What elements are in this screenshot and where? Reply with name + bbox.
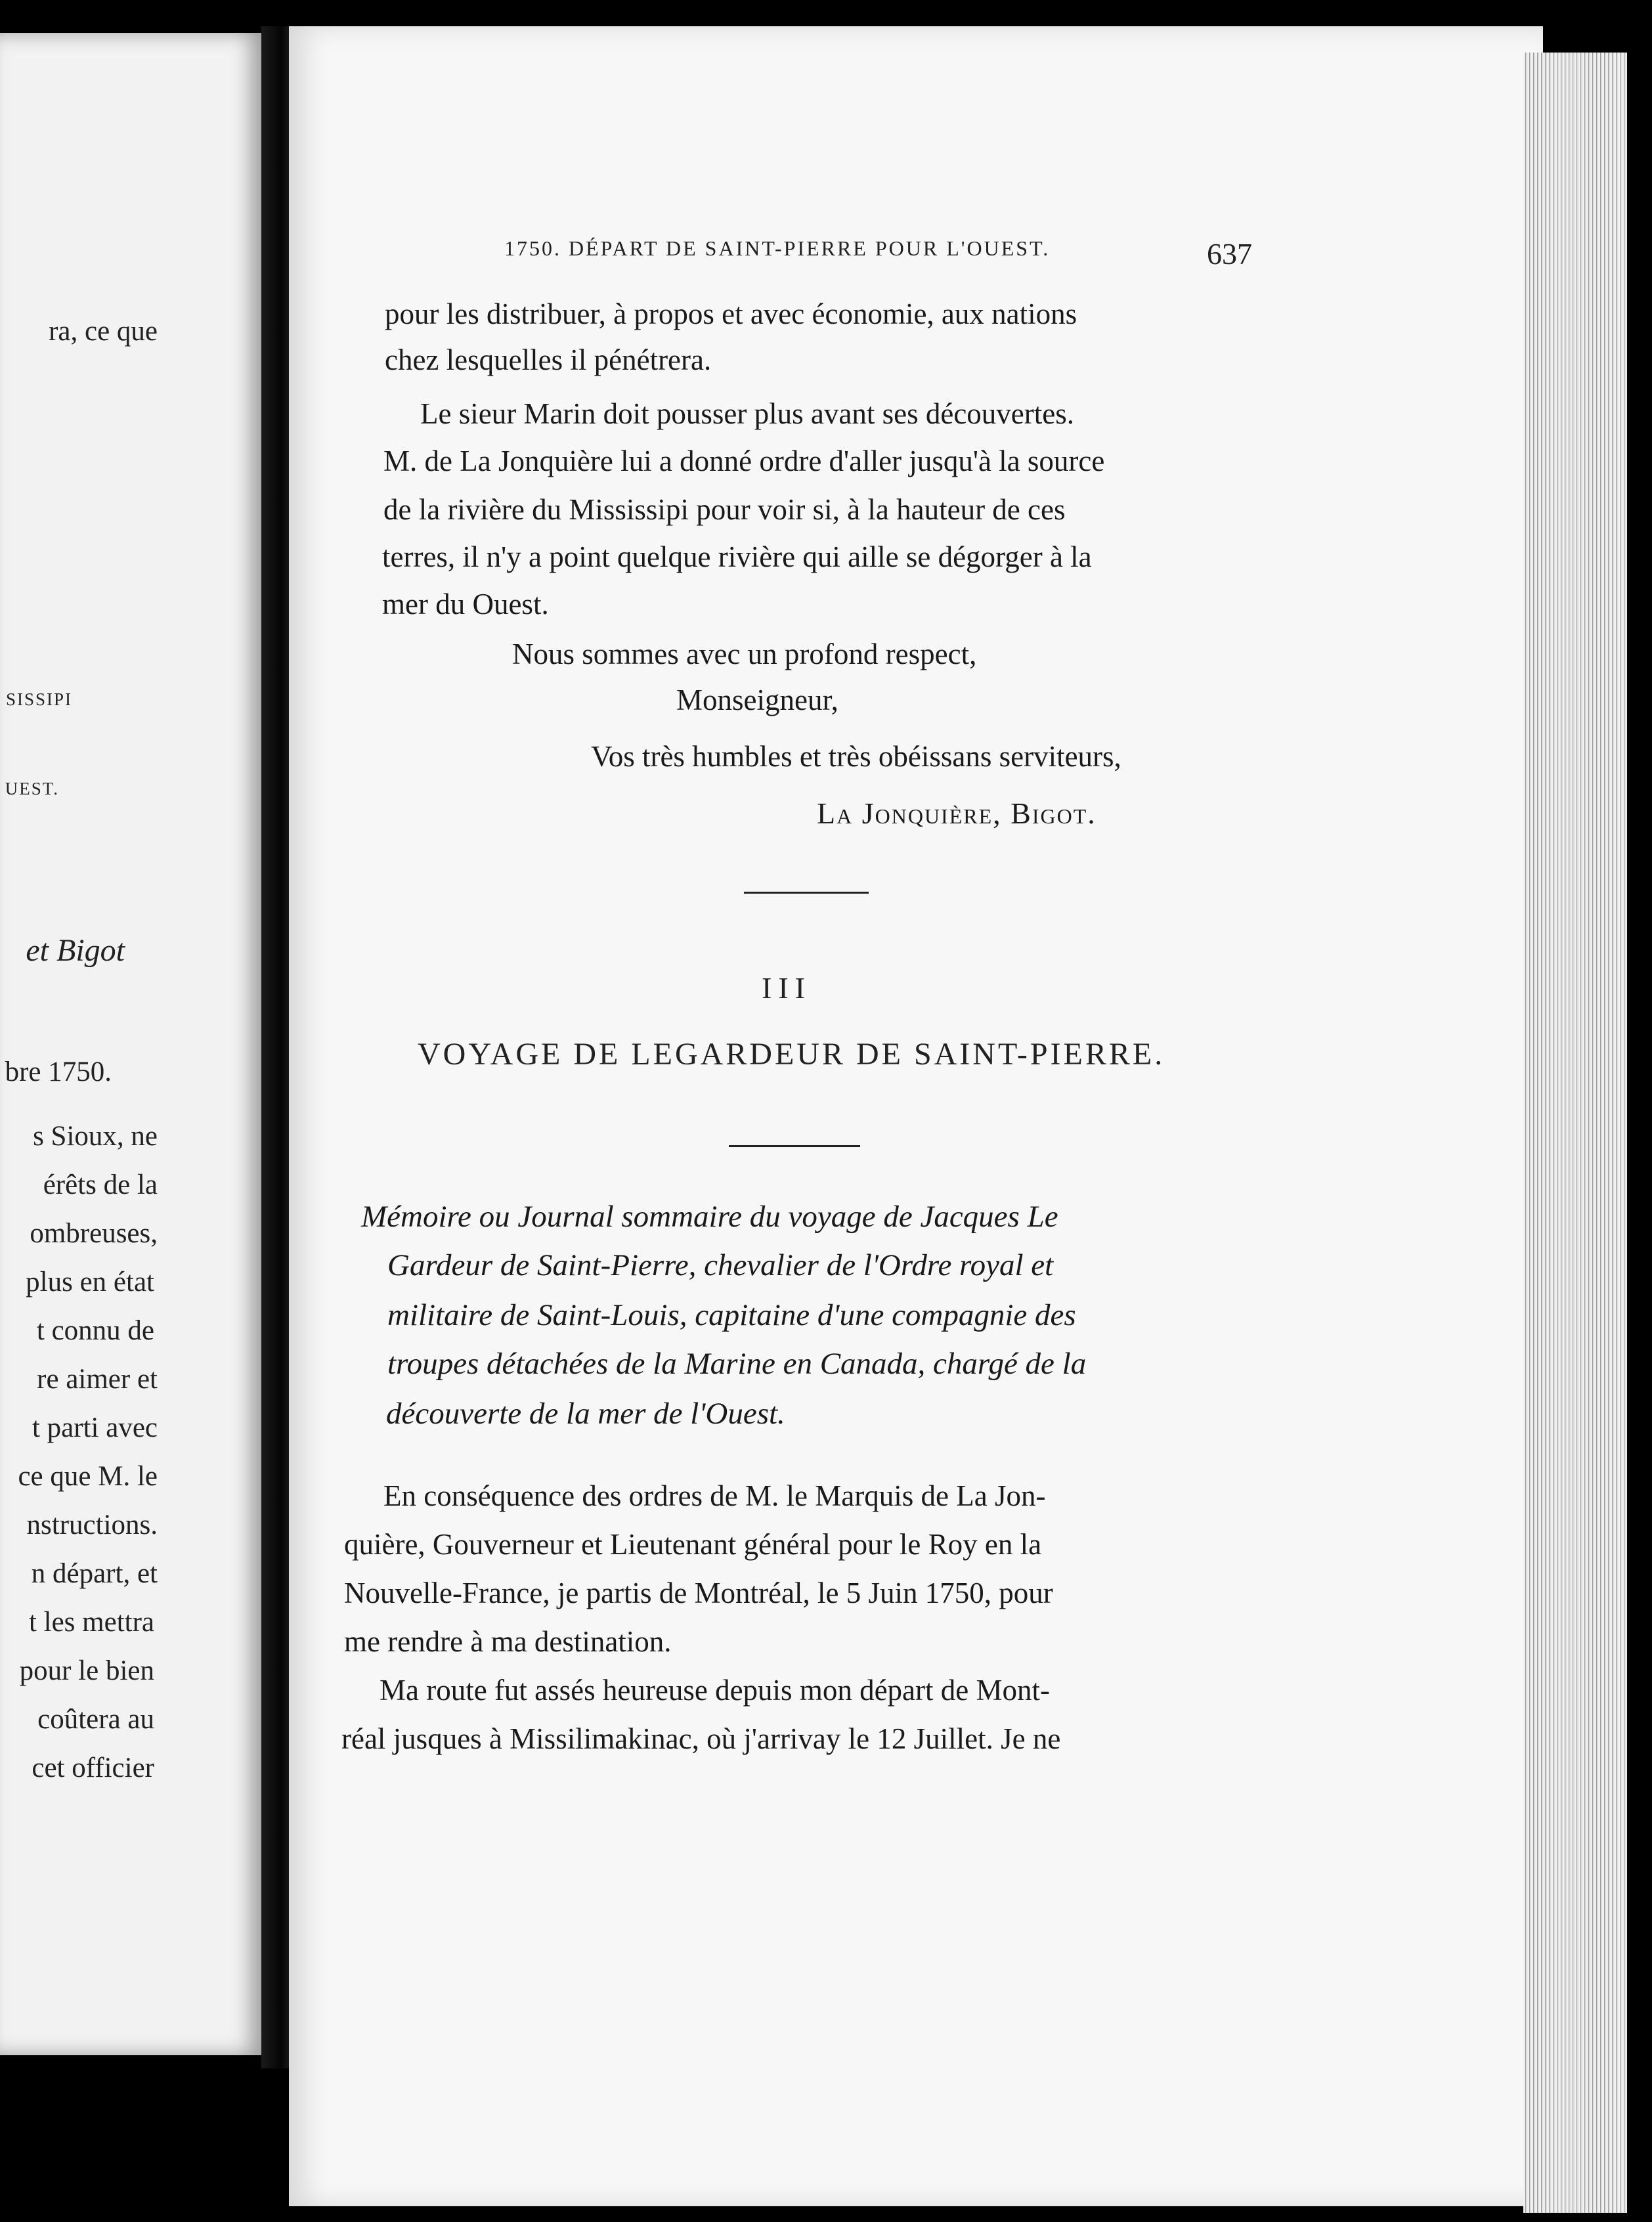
page-number: 637 [1207,237,1252,271]
summary-line: découverte de la mer de l'Ouest. [386,1397,785,1431]
separator-rule [729,1145,860,1147]
letter-line: terres, il n'y a point quelque rivière qui aille se dégorger à la [382,540,1092,573]
body-line: quière, Gouverneur et Lieutenant général pour le Roy en la [344,1528,1042,1561]
summary-line: troupes détachées de la Marine en Canada, chargé de la [387,1347,1087,1381]
letter-line: chez lesquelles il pénétrera. [385,343,712,376]
body-line: En conséquence des ordres de M. le Marquis de La Jon- [383,1479,1046,1512]
left-page-line: ombreuses, [30,1218,158,1249]
left-page-line: ra, ce que [49,316,158,347]
signature: La Jonquière, Bigot. [817,796,1097,830]
section-title: VOYAGE DE LEGARDEUR DE SAINT-PIERRE. [418,1037,1165,1072]
body-line: Ma route fut assés heureuse depuis mon départ de Mont- [380,1674,1050,1707]
left-page-line: t connu de [36,1315,154,1346]
summary-line: militaire de Saint-Louis, capitaine d'une compagnie des [387,1298,1076,1332]
left-page-line: bre 1750. [5,1057,112,1087]
body-line: Nouvelle-France, je partis de Montréal, le 5 Juin 1750, pour [344,1577,1053,1609]
letter-line: pour les distribuer, à propos et avec économie, aux nations [385,297,1077,330]
body-line: réal jusques à Missilimakinac, où j'arrivay le 12 Juillet. Je ne [341,1722,1061,1755]
summary-line: Gardeur de Saint-Pierre, chevalier de l'Ordre royal et [387,1248,1054,1282]
page-edges [1523,53,1628,2213]
letter-line: mer du Ouest. [382,588,549,621]
section-number: III [762,971,812,1005]
separator-rule [744,892,869,894]
left-page-line: et Bigot [26,933,125,968]
previous-page [0,33,263,2055]
scan-border [1627,0,1652,2222]
running-head: 1750. DÉPART DE SAINT-PIERRE POUR L'OUEST. [504,236,1051,260]
summary-line: Mémoire ou Journal sommaire du voyage de Jacques Le [361,1200,1058,1234]
left-page-line: pour le bien [19,1655,154,1686]
left-page-line: re aimer et [37,1364,158,1395]
left-page-line: n départ, et [31,1558,158,1589]
closing-line: Vos très humbles et très obéissans serviteurs, [591,740,1121,773]
left-page-line: érêts de la [43,1169,158,1200]
body-line: me rendre à ma destination. [344,1625,672,1658]
left-page-line: SISSIPI [5,689,72,709]
left-page-line: UEST. [5,779,59,798]
left-page-line: nstructions. [26,1510,158,1540]
left-page-line: coûtera au [37,1704,154,1735]
closing-line: Monseigneur, [676,684,838,716]
left-page-line: t les mettra [28,1607,154,1638]
letter-line: M. de La Jonquière lui a donné ordre d'aller jusqu'à la source [383,445,1105,477]
letter-line: de la rivière du Mississipi pour voir si, à la hauteur de ces [383,493,1066,526]
letter-line: Le sieur Marin doit pousser plus avant ses découvertes. [420,397,1074,430]
left-page-line: ce que M. le [18,1461,158,1492]
left-page-line: s Sioux, ne [33,1121,158,1152]
left-page-line: t parti avec [32,1412,158,1443]
left-page-line: cet officier [32,1753,154,1783]
closing-line: Nous sommes avec un profond respect, [512,638,977,670]
left-page-line: plus en état [26,1267,154,1297]
